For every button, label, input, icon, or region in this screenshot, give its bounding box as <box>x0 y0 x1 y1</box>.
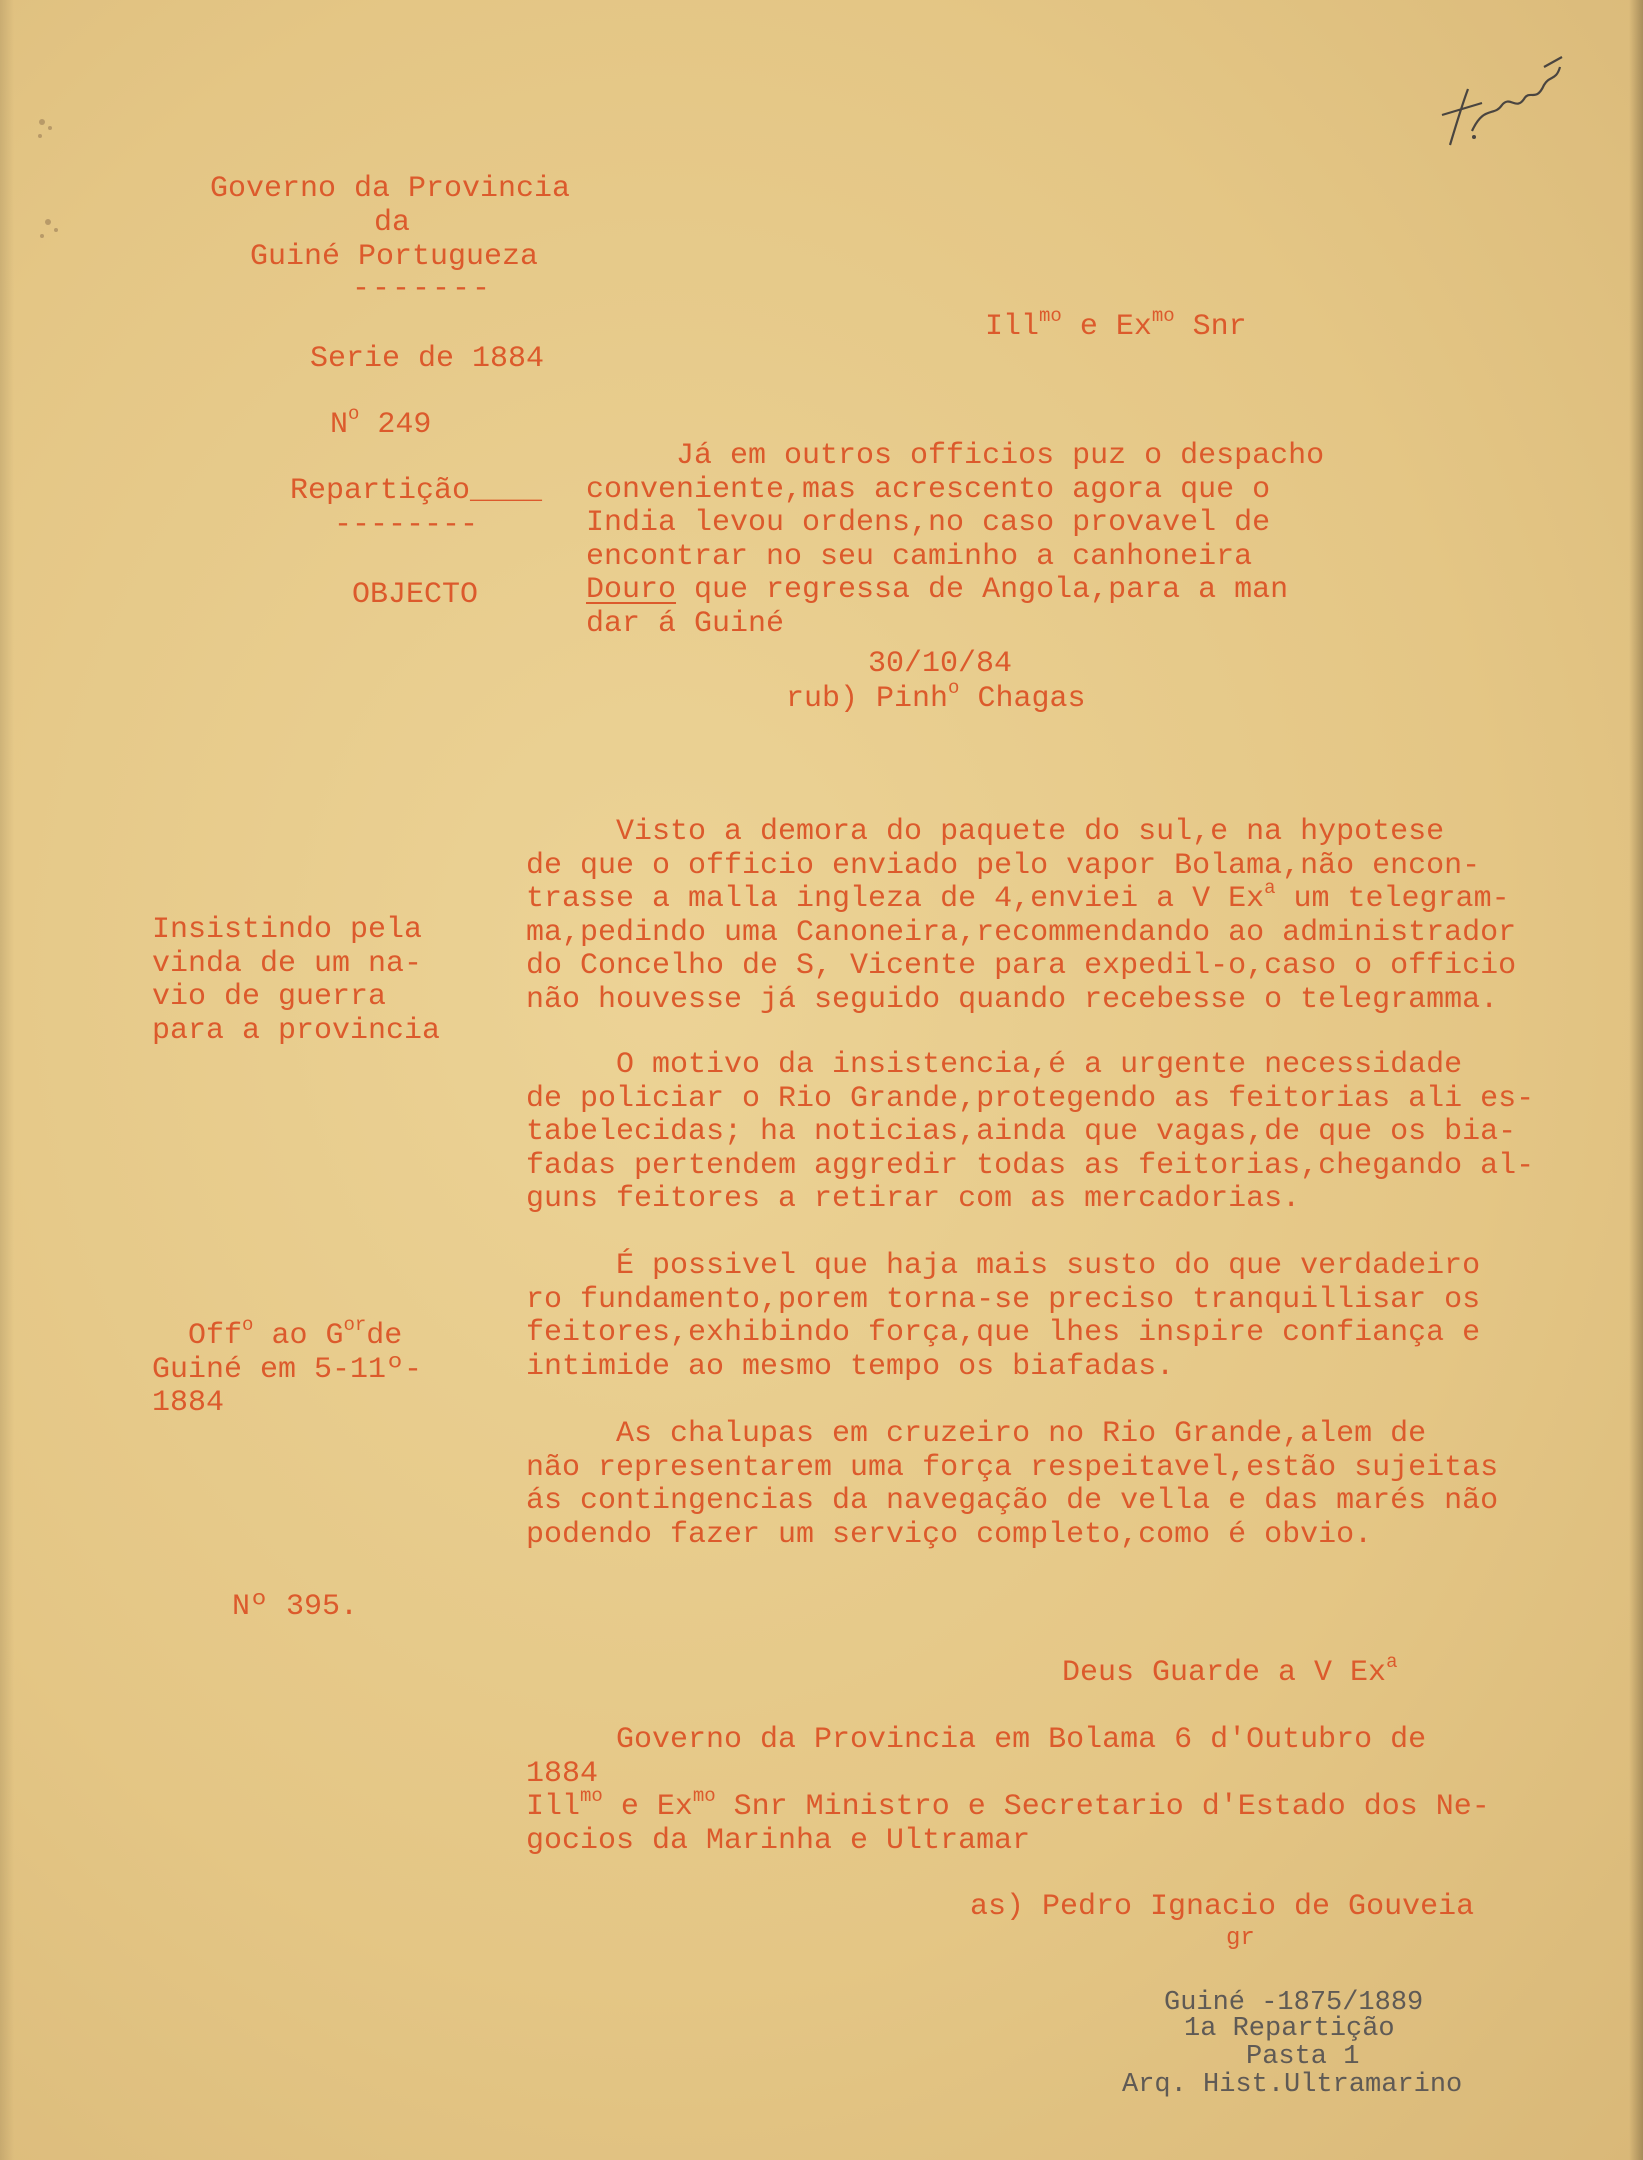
handwritten-note <box>1432 45 1582 165</box>
despacho-line: India levou ordens,no caso provavel de <box>586 506 1271 540</box>
margin-official-ref <box>152 1314 423 1421</box>
salutation-suffix: Snr <box>1174 310 1247 344</box>
header-divider1: ------- <box>352 272 493 306</box>
header-gov-line3: Guiné Portugueza <box>250 240 539 274</box>
body-line: podendo fazer um serviço completo,como é obvio. <box>526 1517 1373 1552</box>
objecto-label: OBJECTO <box>352 578 479 612</box>
salutation-prefix: Ill <box>985 310 1040 344</box>
numero-value: 249 <box>359 408 432 442</box>
body-line3-sup: a <box>1264 877 1276 899</box>
deus-guarde-sup: a <box>1386 1651 1398 1673</box>
addressee-sup2: mo <box>692 1785 716 1807</box>
signature-title: gr <box>1226 1925 1255 1952</box>
body-line3-text: trasse a malla ingleza de 4,enviei a V Ex <box>526 882 1265 916</box>
body-paragraph-2 <box>526 1049 1534 1217</box>
body-paragraph-3 <box>526 1250 1480 1384</box>
body-line: de policiar o Rio Grande,protegendo as feitorias ali es- <box>526 1081 1535 1116</box>
body-paragraph-4 <box>526 1418 1498 1552</box>
margin-offo-line2: Guiné em 5-11º- <box>152 1352 423 1387</box>
offo-a: Off <box>188 1319 243 1353</box>
body-line: do Concelho de S, Vicente para expedil-o,caso o officio <box>526 949 1517 983</box>
offo-sup1: o <box>242 1314 254 1336</box>
despacho-line: conveniente,mas acrescento agora que o <box>586 472 1271 507</box>
despacho-block <box>586 440 1324 641</box>
body-line: não representarem uma força respeitavel,estão sujeitas <box>526 1450 1499 1485</box>
addressee-sup1: mo <box>580 1785 603 1807</box>
offo-c: de <box>366 1319 403 1353</box>
margin-offo-line3: 1884 <box>152 1386 225 1420</box>
rubrica-suffix: Chagas <box>959 682 1086 716</box>
margin-summary <box>152 914 440 1048</box>
salutation-mid: e Ex <box>1061 310 1152 344</box>
numero-sup: o <box>348 403 360 425</box>
despacho-line: encontrar no seu caminho a canhoneira <box>586 539 1253 574</box>
serie-label: Serie de 1884 <box>310 342 545 376</box>
signature: as) Pedro Ignacio de Gouveia <box>970 1890 1475 1924</box>
addressee-a: Ill <box>526 1790 581 1824</box>
deus-guarde <box>1062 1651 1398 1690</box>
body-line: intimide ao mesmo tempo os biafadas. <box>526 1349 1175 1384</box>
body-line: ás contingencias da navegação de vella e das marés não <box>526 1484 1499 1518</box>
closing-place-date: Governo da Provincia em Bolama 6 d'Outubro de <box>526 1723 1427 1757</box>
deus-guarde-text: Deus Guarde a V Ex <box>1062 1656 1387 1690</box>
offo-sup2: or <box>343 1314 367 1336</box>
reparticao-text: Repartição <box>290 474 471 508</box>
body-line: tabelecidas; ha noticias,ainda que vagas,de que os bia- <box>526 1115 1517 1149</box>
margin-summary-line: Insistindo pela <box>152 913 423 947</box>
header-divider2: -------- <box>334 508 479 542</box>
body-line: ro fundamento,porem torna-se preciso tranquillisar os <box>526 1282 1481 1317</box>
despacho-line-5 <box>586 574 1324 608</box>
body-line3-rest: um telegram- <box>1275 882 1510 916</box>
rubrica-sup: o <box>948 677 960 699</box>
header-gov-line2: da <box>374 206 411 240</box>
handwritten-note-scribble <box>1432 45 1582 165</box>
margin-summary-line: vinda de um na- <box>152 946 423 981</box>
archive-line1: Guiné -1875/1889 <box>1164 1988 1424 2018</box>
archive-line4: Arq. Hist.Ultramarino <box>1122 2070 1463 2100</box>
body-paragraph-1 <box>526 816 1516 1017</box>
body-line-3 <box>526 877 1516 917</box>
body-line: de que o officio enviado pelo vapor Bolama,não encon- <box>526 848 1481 883</box>
body-line: É possivel que haja mais susto do que verdadeiro <box>526 1249 1481 1283</box>
margin-summary-line: vio de guerra <box>152 980 387 1014</box>
salutation-sup2: mo <box>1151 305 1175 327</box>
despacho-line: dar á Guiné <box>586 606 785 641</box>
closing-addressee <box>526 1785 1490 1825</box>
body-line: As chalupas em cruzeiro no Rio Grande,alem de <box>526 1417 1427 1451</box>
closing-block <box>526 1724 1490 1858</box>
body-line: O motivo da insistencia,é a urgente necessidade <box>526 1048 1463 1082</box>
despacho-rubrica <box>786 677 1086 716</box>
body-line: feitores,exhibindo força,que lhes inspire confiança e <box>526 1316 1481 1350</box>
header-gov-line1: Governo da Provincia <box>210 172 571 206</box>
despacho-date: 30/10/84 <box>868 647 1013 681</box>
reparticao-label <box>290 474 542 508</box>
despacho-ship-name: Douro <box>586 573 677 607</box>
body-line: fadas pertendem aggredir todas as feitorias,chegando al- <box>526 1148 1535 1183</box>
numero-prefix: N <box>330 408 349 442</box>
punch-marks <box>28 112 68 252</box>
addressee-c: Snr Ministro e Secretario d'Estado dos Ne- <box>715 1790 1490 1824</box>
despacho-line: Já em outros officios puz o despacho <box>586 439 1325 473</box>
numero-395: Nº 395. <box>232 1590 359 1624</box>
paper-left-edge <box>0 0 14 2160</box>
salutation-sup1: mo <box>1039 305 1062 327</box>
offo-b: ao G <box>253 1319 344 1353</box>
body-line: Visto a demora do paquete do sul,e na hypotese <box>526 815 1445 849</box>
archive-line2: 1a Repartição <box>1184 2014 1395 2044</box>
paper-right-edge <box>1629 0 1643 2160</box>
closing-addressee-line2: gocios da Marinha e Ultramar <box>526 1823 1031 1858</box>
margin-offo-line1 <box>152 1314 422 1354</box>
body-line: ma,pedindo uma Canoneira,recommendando ao administrador <box>526 915 1517 950</box>
body-line: não houvesse já seguido quando recebesse o telegramma. <box>526 982 1499 1017</box>
archive-line3: Pasta 1 <box>1246 2042 1360 2072</box>
rubrica-prefix: rub) Pinh <box>786 682 949 716</box>
closing-year: 1884 <box>526 1756 599 1791</box>
reparticao-blank: ____ <box>470 474 543 508</box>
addressee-b: e Ex <box>602 1790 693 1824</box>
despacho-line5-rest: que regressa de Angola,para a man <box>676 573 1289 607</box>
body-line: guns feitores a retirar com as mercadorias. <box>526 1182 1301 1216</box>
margin-summary-line: para a provincia <box>152 1013 441 1048</box>
numero-label <box>330 403 432 442</box>
salutation <box>985 305 1247 344</box>
